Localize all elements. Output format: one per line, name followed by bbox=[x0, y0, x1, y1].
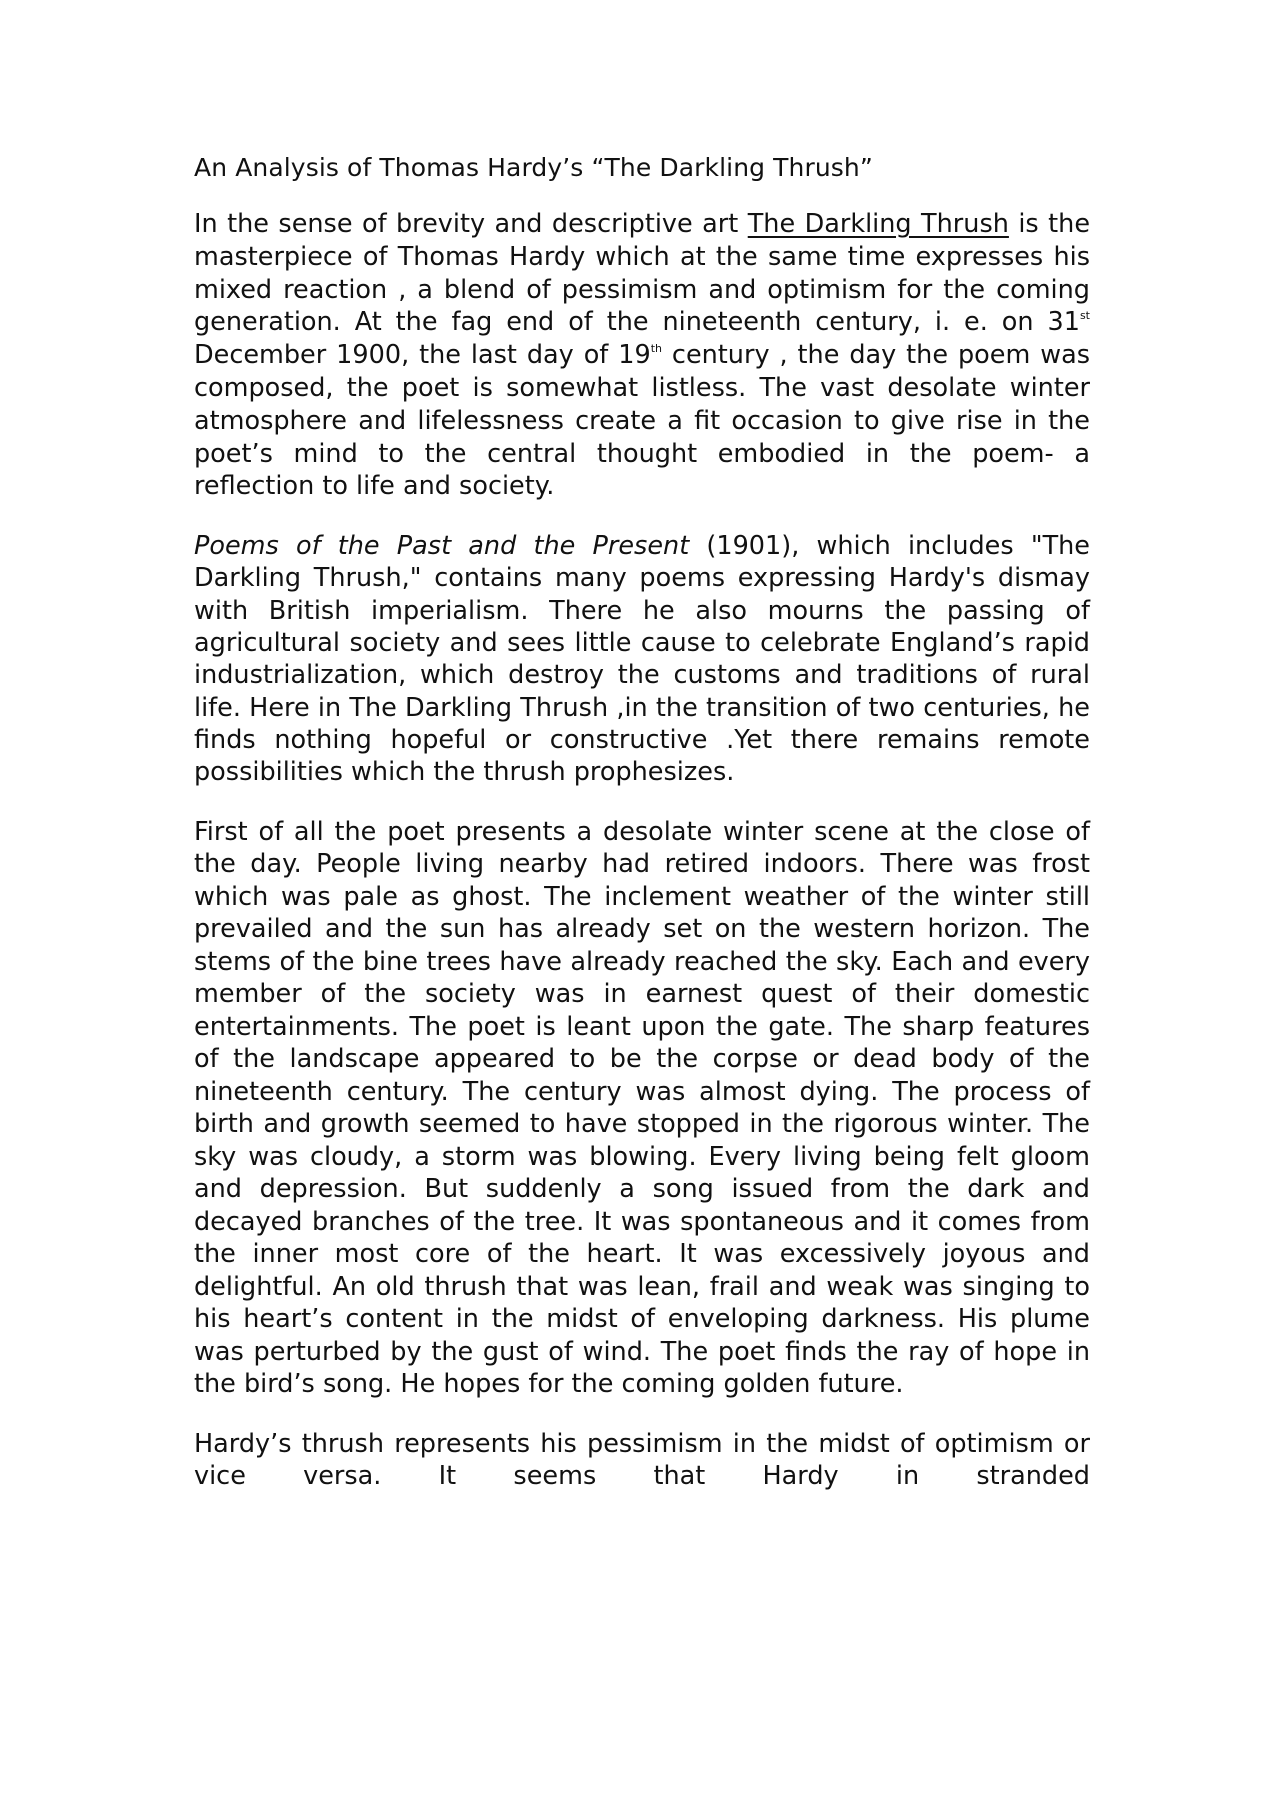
ordinal-superscript-st: st bbox=[1079, 308, 1090, 322]
context-text: (1901), which includes "The Darkling Thrush," contains many poems expressing Hardy's dismay with British imperialism. There he also mourns the passing of agricultural society and sees little cause to celebrate England’s rapid industrialization, which destroy the customs and traditions of rural life. Here in The Darkling Thrush ,in the transition of two centuries, he finds nothing hopeful or constructive .Yet there remains remote possibilities which the thrush prophesizes. bbox=[194, 531, 1090, 788]
paragraph-intro bbox=[194, 208, 1090, 503]
collection-title-italic: Poems of the Past and the Present bbox=[194, 531, 690, 562]
intro-text-d: century , the day the poem was composed, the poet is somewhat listless. The vast desolate winter atmosphere and lifelessness create a fit occasion to give rise in the poet’s mind to the central thought embodied in the poem- a reflection to life and society. bbox=[194, 340, 1090, 502]
paragraph-summary: First of all the poet presents a desolate winter scene at the close of the day. People living nearby had retired indoors. There was frost which was pale as ghost. The inclement weather of the winter still prevailed and the sun has already set on the western horizon. The stems of the bine trees have already reached the sky. Each and every member of the society was in earnest quest of their domestic entertainments. The poet is leant upon the gate. The sharp features of the landscape appeared to be the corpse or dead body of the nineteenth century. The century was almost dying. The process of birth and growth seemed to have stopped in the rigorous winter. The sky was cloudy, a storm was blowing. Every living being felt gloom and depression. But suddenly a song issued from the dark and decayed branches of the tree. It was spontaneous and it comes from the inner most core of the heart. It was excessively joyous and delightful. An old thrush that was lean, frail and weak was singing to his heart’s content in the midst of enveloping darkness. His plume was perturbed by the gust of wind. The poet finds the ray of hope in the bird’s song. He hopes for the coming golden future. bbox=[194, 816, 1090, 1400]
paragraph-context bbox=[194, 530, 1090, 788]
document-title: An Analysis of Thomas Hardy’s “The Darkling Thrush” bbox=[194, 153, 873, 182]
ordinal-superscript-th: th bbox=[650, 341, 662, 355]
paragraph-interpretation: Hardy’s thrush represents his pessimism in the midst of optimism or vice versa. It seems that Hardy in stranded bbox=[194, 1428, 1090, 1491]
intro-text-b: is the masterpiece of Thomas Hardy which at the same time expresses his mixed reaction , a blend of pessimism and optimism for the coming generation. At the fag end of the nineteenth century, i. e. on 31 bbox=[194, 209, 1091, 338]
intro-text-a: In the sense of brevity and descriptive art bbox=[194, 209, 748, 239]
poem-title-underlined: The Darkling Thrush bbox=[747, 209, 1009, 239]
intro-text-c: December 1900, the last day of 19 bbox=[194, 340, 651, 371]
document-page bbox=[194, 150, 1090, 1519]
